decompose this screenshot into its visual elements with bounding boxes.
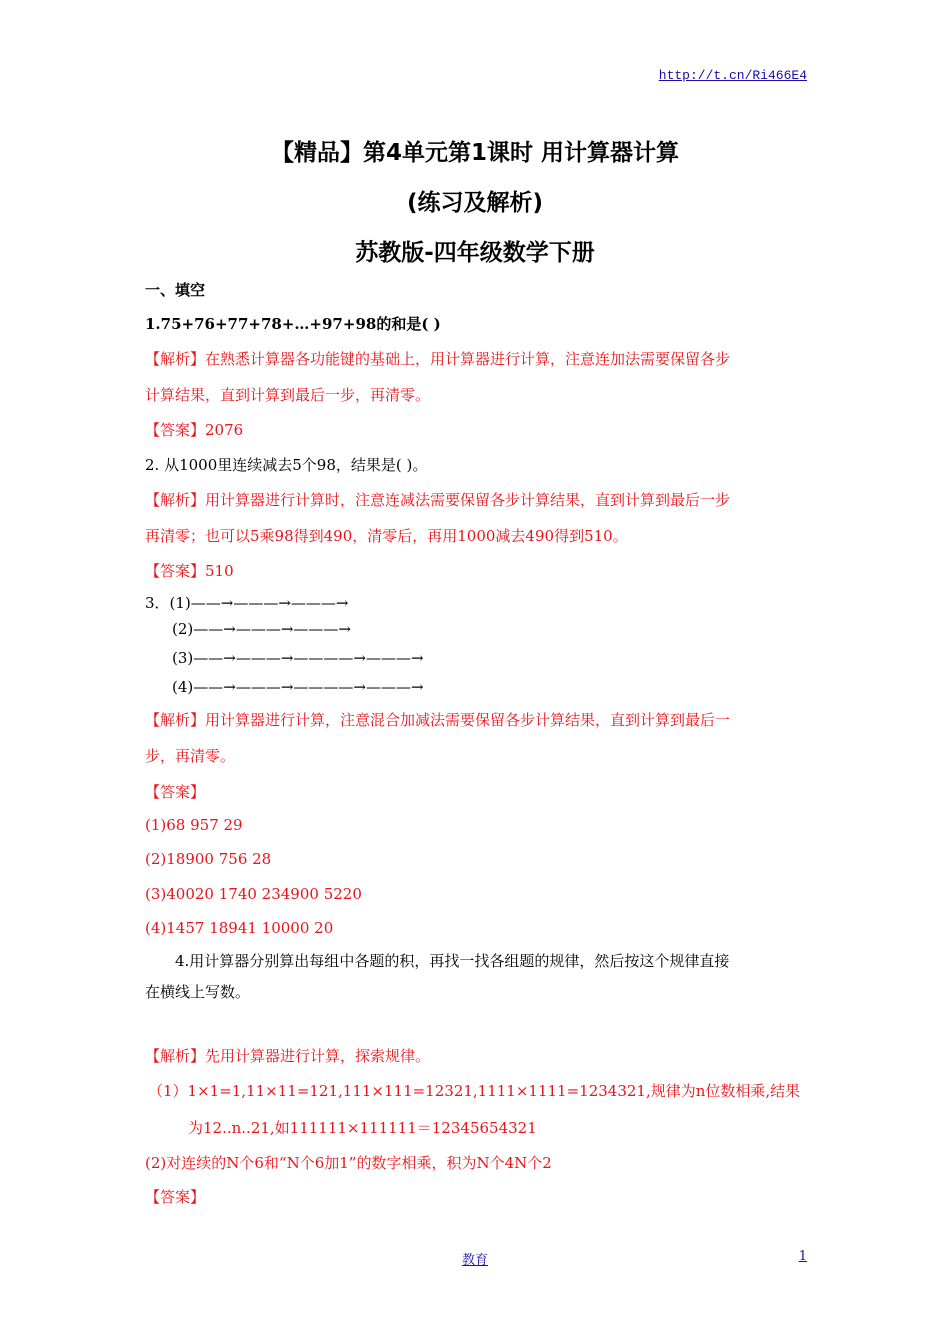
q2-question: 2. 从1000里连续减去5个98，结果是( )。 bbox=[145, 456, 428, 474]
q4-analysis-line1: 【解析】先用计算器进行计算，探索规律。 bbox=[145, 1047, 431, 1065]
q3-analysis-line2: 步，再清零。 bbox=[145, 747, 236, 765]
q3-line-2: (2)——→———→———→ bbox=[172, 620, 351, 638]
footer-link[interactable]: 教育 bbox=[461, 1253, 488, 1268]
q3-answer-label: 【答案】 bbox=[145, 783, 206, 801]
q2-answer: 【答案】510 bbox=[145, 562, 234, 580]
q1-analysis-line2: 计算结果，直到计算到最后一步，再清零。 bbox=[145, 386, 431, 404]
q4-question-line1: 4.用计算器分别算出每组中各题的积，再找一找各组题的规律，然后按这个规律直接 bbox=[175, 952, 730, 970]
page-edition-title: 苏教版-四年级数学下册 bbox=[355, 240, 595, 266]
q4-answer-label: 【答案】 bbox=[145, 1188, 206, 1206]
q1-question: 1.75+76+77+78+…+97+98的和是( ) bbox=[145, 315, 441, 333]
q1-analysis-line1: 【解析】在熟悉计算器各功能键的基础上，用计算器进行计算，注意连加法需要保留各步 bbox=[145, 350, 731, 368]
q3-line-3: (3)——→———→————→———→ bbox=[172, 649, 424, 667]
q4-analysis-line3: 为12..n..21,如111111×111111＝12345654321 bbox=[188, 1119, 537, 1137]
q3-answer-2: (2)18900 756 28 bbox=[145, 850, 272, 868]
q3-answer-1: (1)68 957 29 bbox=[145, 816, 243, 834]
page-title: 【精品】第4单元第1课时 用计算器计算 bbox=[270, 140, 679, 166]
page-number: 1 bbox=[798, 1249, 807, 1264]
page-subtitle: (练习及解析) bbox=[406, 190, 544, 216]
q1-answer: 【答案】2076 bbox=[145, 421, 244, 439]
q3-line-1: 3．(1)——→———→———→ bbox=[145, 594, 349, 612]
q2-analysis-line1: 【解析】用计算器进行计算时，注意连减法需要保留各步计算结果，直到计算到最后一步 bbox=[145, 491, 731, 509]
q2-analysis-line2: 再清零；也可以5乘98得到490，清零后，再用1000减去490得到510。 bbox=[145, 527, 628, 545]
q3-analysis-line1: 【解析】用计算器进行计算，注意混合加减法需要保留各步计算结果，直到计算到最后一 bbox=[145, 711, 731, 729]
q3-answer-3: (3)40020 1740 234900 5220 bbox=[145, 885, 362, 903]
q4-analysis-line4: (2)对连续的N个6和“N个6加1”的数字相乘，积为N个4N个2 bbox=[145, 1154, 552, 1172]
q3-line-4: (4)——→———→————→———→ bbox=[172, 678, 424, 696]
section-heading: 一、填空 bbox=[145, 281, 206, 299]
q4-analysis-line2: （1）1×1=1,11×11=121,111×111=12321,1111×1111=1234321,规律为n位数相乘,结果 bbox=[148, 1082, 801, 1100]
header-url-link[interactable]: http://t.cn/Ri466E4 bbox=[658, 68, 807, 83]
q3-answer-4: (4)1457 18941 10000 20 bbox=[145, 919, 334, 937]
q4-question-line2: 在横线上写数。 bbox=[145, 983, 251, 1001]
